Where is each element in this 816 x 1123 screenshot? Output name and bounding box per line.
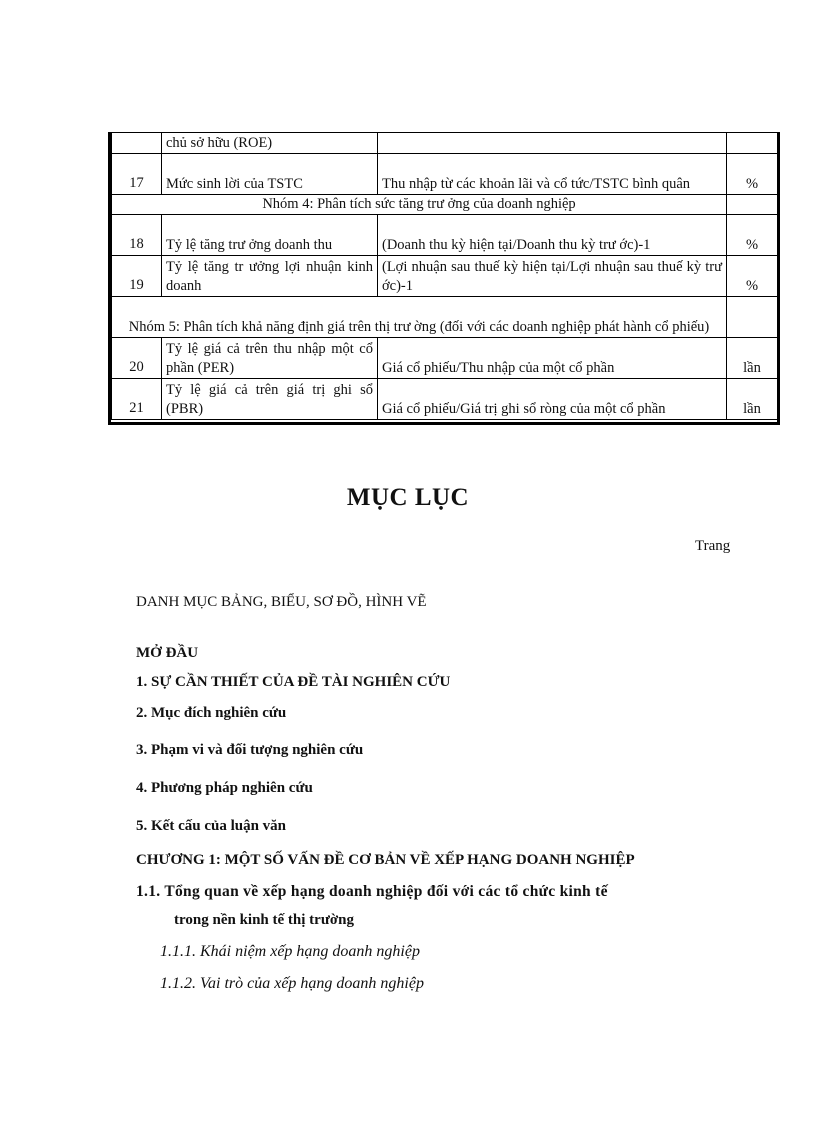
indicator-unit: lần [727, 338, 778, 379]
row-number: 17 [112, 154, 162, 195]
indicator-name: Tỷ lệ tăng tr ưởng lợi nhuận kinh doanh [162, 256, 378, 297]
toc-entry[interactable]: 2. Mục đích nghiên cứu [136, 705, 287, 721]
toc-entry[interactable]: 1.1.1. Khái niệm xếp hạng doanh nghiệp [160, 943, 420, 960]
group-label: Nhóm 5: Phân tích khả năng định giá trên thị trư ờng (đối với các doanh nghiệp phát hành cổ phiếu) [112, 297, 727, 338]
group-label: Nhóm 4: Phân tích sức tăng trư ởng của doanh nghiệp [112, 195, 727, 215]
toc-entry[interactable]: 1.1. Tổng quan về xếp hạng doanh nghiệp đối với các tổ chức kinh tế [136, 883, 608, 900]
toc-title: MỤC LỤC [346, 484, 470, 511]
toc-entry[interactable]: 4. Phương pháp nghiên cứu [136, 780, 313, 796]
indicator-name: Tỷ lệ giá cả trên thu nhập một cổ phần (PER) [162, 338, 378, 379]
toc-entry[interactable]: 1. SỰ CẦN THIẾT CỦA ĐỀ TÀI NGHIÊN CỨU [136, 674, 451, 690]
group-empty-cell [727, 297, 778, 338]
row-number: 19 [112, 256, 162, 297]
toc-entry[interactable]: 1.1.2. Vai trò của xếp hạng doanh nghiệp [160, 975, 424, 992]
toc-entry[interactable]: CHƯƠNG 1: MỘT SỐ VẤN ĐỀ CƠ BẢN VỀ XẾP HẠNG DOANH NGHIỆP [136, 852, 635, 868]
indicator-name: chủ sở hữu (ROE) [162, 133, 378, 154]
indicator-name: Mức sinh lời của TSTC [162, 154, 378, 195]
row-number: 18 [112, 215, 162, 256]
table-group-row [112, 297, 778, 338]
indicator-name: Tỷ lệ giá cả trên giá trị ghi sổ (PBR) [162, 379, 378, 420]
table-row [112, 133, 778, 154]
table-group-row [112, 195, 778, 215]
toc-entry[interactable]: 3. Phạm vi và đối tượng nghiên cứu [136, 742, 364, 758]
indicator-formula: (Doanh thu kỳ hiện tại/Doanh thu kỳ trư ớc)-1 [378, 215, 727, 256]
row-number: 20 [112, 338, 162, 379]
page-column-label: Trang [695, 538, 731, 554]
indicator-unit: % [727, 215, 778, 256]
table-row [112, 256, 778, 297]
indicator-formula: Giá cổ phiếu/Giá trị ghi sổ ròng của một cổ phần [378, 379, 727, 420]
row-number: 21 [112, 379, 162, 420]
indicator-table [108, 132, 780, 425]
table-row [112, 154, 778, 195]
indicator-table-grid [111, 132, 778, 420]
indicator-name: Tỷ lệ tăng trư ởng doanh thu [162, 215, 378, 256]
indicator-unit: % [727, 256, 778, 297]
indicator-unit: lần [727, 379, 778, 420]
table-row [112, 215, 778, 256]
indicator-unit [727, 133, 778, 154]
table-row [112, 338, 778, 379]
indicator-formula: (Lợi nhuận sau thuế kỳ hiện tại/Lợi nhuận sau thuế kỳ trư ớc)-1 [378, 256, 727, 297]
table-row [112, 379, 778, 420]
toc-entry[interactable]: DANH MỤC BẢNG, BIỂU, SƠ ĐỒ, HÌNH VẼ [136, 594, 427, 610]
indicator-formula: Thu nhập từ các khoản lãi và cổ tức/TSTC bình quân [378, 154, 727, 195]
toc-entry[interactable]: MỞ ĐẦU [136, 645, 199, 661]
indicator-formula [378, 133, 727, 154]
row-number [112, 133, 162, 154]
group-empty-cell [727, 195, 778, 215]
indicator-unit: % [727, 154, 778, 195]
toc-entry[interactable]: 5. Kết cấu của luận văn [136, 818, 287, 834]
indicator-formula: Giá cổ phiếu/Thu nhập của một cổ phần [378, 338, 727, 379]
toc-entry-continuation: trong nền kinh tế thị trường [174, 912, 354, 928]
